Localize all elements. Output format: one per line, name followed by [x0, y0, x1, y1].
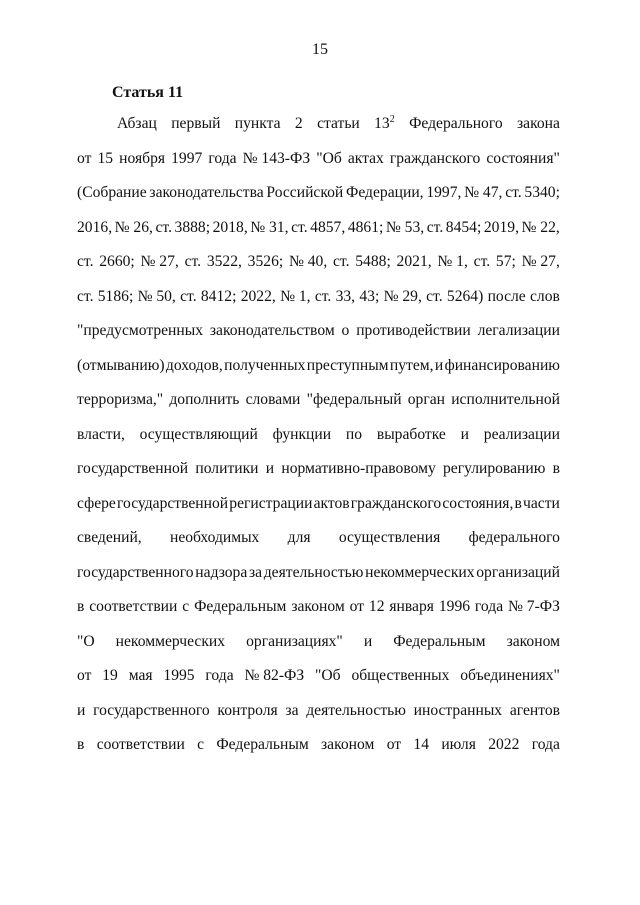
word: № 82-ФЗ — [244, 667, 305, 684]
word: ст. — [333, 253, 350, 270]
text-line — [77, 427, 560, 462]
word: иностранных — [413, 701, 503, 719]
word: № 7-ФЗ — [508, 598, 560, 615]
word: законодательством — [209, 322, 335, 339]
word: организаций — [476, 563, 560, 581]
word: и — [460, 425, 469, 443]
word: орган — [407, 391, 446, 408]
word: организациях" — [246, 632, 343, 650]
word: и — [265, 460, 275, 477]
word: состояния" — [486, 149, 560, 167]
word: от — [77, 149, 92, 167]
word: реализации — [483, 425, 560, 443]
word: исполнительной — [451, 391, 560, 408]
word: нормативно-правовому — [281, 460, 436, 477]
word: власти, — [77, 425, 125, 443]
word: ст. — [505, 184, 522, 201]
word: 8412; — [200, 287, 237, 305]
word: "предусмотренных — [77, 322, 204, 339]
word: политики — [195, 460, 259, 477]
word: в — [552, 460, 560, 477]
word: сведений, — [77, 529, 142, 546]
word: Федеральным — [194, 598, 287, 615]
word: первый — [171, 115, 221, 132]
word: от — [349, 598, 364, 615]
word: года — [531, 736, 560, 753]
word: 1995 — [163, 667, 195, 684]
word: государственной — [77, 460, 189, 477]
word: доходов, — [165, 356, 223, 374]
word: государственной — [117, 494, 229, 512]
text-line — [77, 220, 560, 255]
word: 8454; — [445, 218, 482, 236]
word: 5186; — [97, 287, 134, 305]
word: по — [345, 425, 363, 443]
text-line — [77, 358, 560, 393]
text-line — [77, 113, 560, 151]
word: ст. — [314, 287, 332, 305]
word: ст. — [426, 287, 443, 305]
word: объединениях" — [460, 667, 560, 684]
word: "федеральный — [306, 391, 402, 408]
text-line — [77, 703, 560, 738]
word: 4861; — [347, 218, 384, 236]
word: гражданского — [350, 494, 442, 512]
word: № 22, — [521, 218, 560, 236]
word: № 1, — [280, 287, 311, 305]
text-line — [77, 392, 560, 427]
word: 5340; — [524, 184, 560, 201]
text-line — [77, 323, 560, 358]
word: 57; — [495, 253, 516, 270]
word: от — [77, 667, 92, 684]
word: полученных — [224, 356, 306, 374]
word: 3522, — [206, 253, 242, 270]
word: 3526; — [247, 253, 284, 270]
word: надзора — [195, 563, 248, 581]
word: путем, — [389, 356, 434, 374]
word: терроризма," — [77, 391, 164, 408]
word: дополнить — [169, 391, 240, 408]
word: 43; — [359, 287, 380, 305]
word: с — [182, 598, 190, 615]
word: некоммерческих — [365, 563, 475, 581]
word: выработке — [376, 425, 446, 443]
word: законом — [291, 598, 345, 615]
text-line — [77, 668, 560, 703]
word: и — [363, 632, 373, 650]
word: состояния, — [442, 494, 514, 512]
word: и — [77, 701, 86, 719]
word: сфере — [77, 494, 116, 512]
word: ст. — [426, 218, 444, 236]
word: Федеральным — [393, 632, 486, 650]
word: года — [474, 598, 504, 615]
word: государственного — [93, 701, 210, 719]
text-line — [77, 565, 560, 600]
word: ноября — [119, 149, 166, 167]
word: необходимых — [169, 529, 260, 546]
word: после — [487, 287, 526, 305]
article-title: Статья 11 — [112, 84, 184, 101]
word: № 29, — [383, 287, 422, 305]
word: осуществляющий — [139, 425, 258, 443]
word: закона — [517, 115, 560, 132]
word: года — [208, 149, 237, 167]
word: № 1, — [437, 253, 468, 270]
word: регулированию — [442, 460, 546, 477]
text-line — [77, 634, 560, 669]
word: пункта — [234, 115, 281, 132]
word: 2660; — [99, 253, 135, 270]
word: мая — [128, 667, 153, 684]
word: 2022 — [488, 736, 520, 753]
word: легализации — [477, 322, 560, 339]
word: Российской — [266, 184, 344, 201]
word: ст. — [184, 253, 202, 270]
word: года — [205, 667, 234, 684]
word: законом — [506, 632, 560, 650]
word: № 27, — [521, 253, 560, 270]
word: актах — [347, 149, 384, 167]
text-line — [77, 599, 560, 634]
text-line — [77, 496, 560, 531]
text-line — [77, 151, 560, 186]
word: законодательства — [149, 184, 264, 201]
word: 19 — [102, 667, 118, 684]
word: за — [248, 563, 263, 581]
word: в — [77, 598, 85, 615]
word: функции — [272, 425, 332, 443]
word: слов — [530, 287, 560, 305]
word: № 40, — [288, 253, 328, 270]
word: за — [285, 701, 299, 719]
word: осуществления — [338, 529, 441, 546]
word: "О — [77, 632, 95, 650]
word: ст. — [291, 218, 308, 236]
word: федерального — [468, 529, 560, 546]
text-line — [77, 254, 560, 289]
word: "Об — [316, 149, 342, 167]
word: ст. — [77, 287, 94, 305]
word: 5264) — [446, 287, 484, 305]
word: соответствии — [89, 598, 178, 615]
word: № 53, — [385, 218, 425, 236]
word: финансированию — [444, 356, 560, 374]
superscript: 2 — [389, 113, 395, 125]
word: 15 — [97, 149, 114, 167]
article-body — [77, 113, 560, 772]
word: 3888; — [174, 218, 211, 236]
page-number: 15 — [312, 41, 328, 58]
word: ст. — [180, 287, 197, 305]
word: преступным — [306, 356, 389, 374]
word: Абзац — [117, 115, 157, 132]
word: соответствии — [96, 736, 185, 753]
word: в — [514, 494, 522, 512]
word: 2022, — [240, 287, 276, 305]
word: Федерации, — [346, 184, 424, 201]
word: от — [386, 736, 402, 753]
word: регистрации — [229, 494, 313, 512]
text-line — [77, 737, 560, 772]
word: 33, — [335, 287, 356, 305]
text-line — [77, 185, 560, 220]
word: 2016, — [77, 218, 113, 236]
word: деятельностью — [263, 563, 364, 581]
word: деятельностью — [306, 701, 406, 719]
text-line — [77, 461, 560, 496]
word: июля — [441, 736, 476, 753]
word: (отмыванию) — [77, 356, 165, 374]
word: 2 — [294, 115, 303, 132]
word: некоммерческих — [115, 632, 226, 650]
word: противодействии — [356, 322, 471, 339]
word: государственного — [77, 563, 194, 581]
word: в — [77, 736, 85, 753]
word: 2021, — [396, 253, 432, 270]
word: 1997, — [426, 184, 462, 201]
word: № 50, — [137, 287, 176, 305]
word: 14 — [413, 736, 430, 753]
word: № 31, — [250, 218, 289, 236]
word: контроля — [217, 701, 278, 719]
word: Федерального — [409, 115, 503, 132]
word: статьи — [317, 115, 360, 132]
word: № 143-ФЗ — [242, 149, 311, 167]
word: 5488; — [355, 253, 391, 270]
word: законом — [321, 736, 375, 753]
word: ст. — [155, 218, 172, 236]
word: агентов — [509, 701, 560, 719]
word: словами — [245, 391, 301, 408]
word: общественных — [351, 667, 450, 684]
word: 4857, — [310, 218, 346, 236]
word: Федеральным — [216, 736, 309, 753]
word: 2018, — [212, 218, 248, 236]
word: 12 — [368, 598, 385, 615]
word: января — [389, 598, 434, 615]
word: гражданского — [389, 149, 481, 167]
word: № 27, — [140, 253, 179, 270]
word: для — [287, 529, 311, 546]
word: части — [523, 494, 560, 512]
word: актов — [313, 494, 350, 512]
word: 1997 — [171, 149, 203, 167]
word: с — [197, 736, 205, 753]
word: № 26, — [114, 218, 153, 236]
word: ст. — [473, 253, 491, 270]
word: "Об — [315, 667, 341, 684]
word: № 47, — [464, 184, 503, 201]
word: (Собрание — [77, 184, 147, 201]
word: о — [341, 322, 350, 339]
text-line — [77, 289, 560, 324]
word: $13^2$ — [374, 113, 395, 132]
word: ст. — [77, 253, 94, 270]
word: 1996 — [438, 598, 471, 615]
text-line — [77, 530, 560, 565]
word: 2019, — [483, 218, 519, 236]
word: и — [434, 356, 444, 374]
